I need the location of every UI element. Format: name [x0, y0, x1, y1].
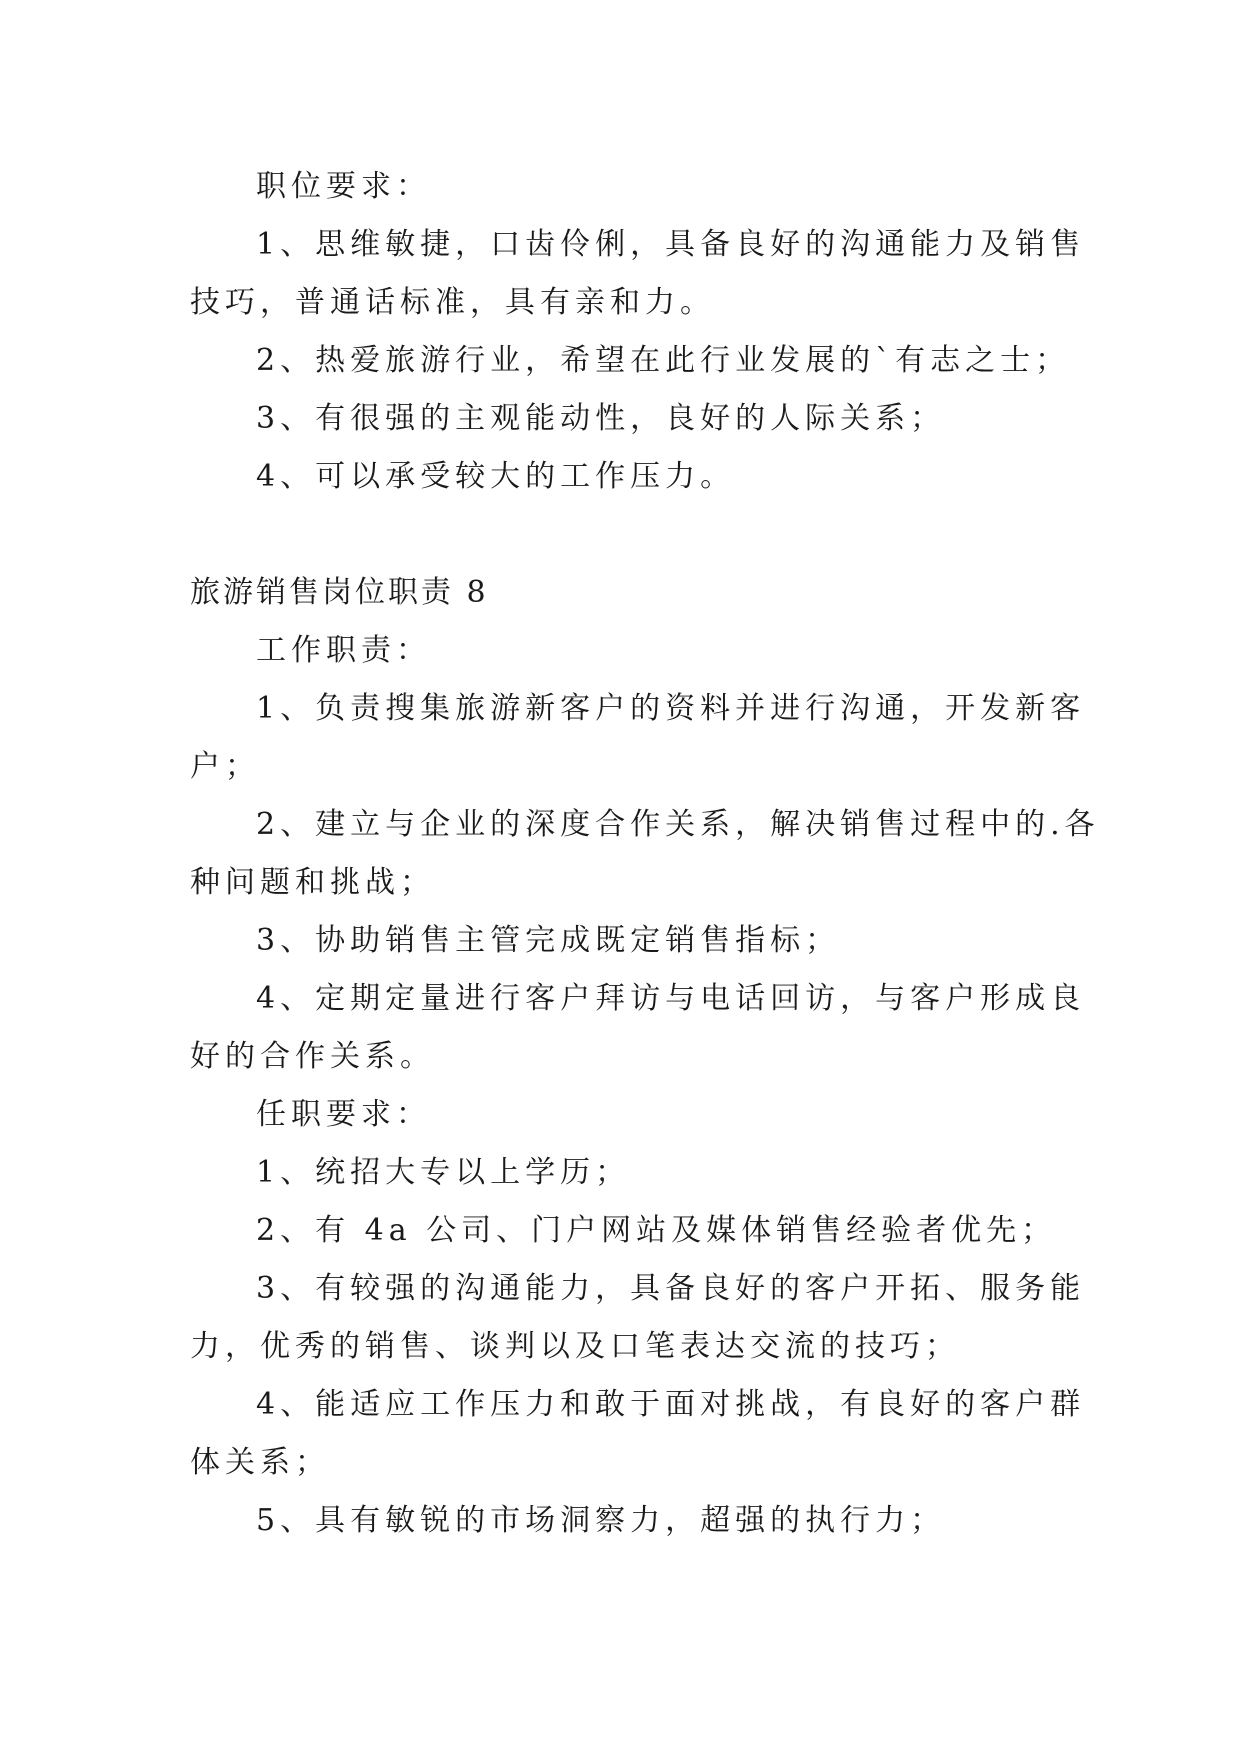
qualification-item-4-line-2: 体关系；	[190, 1445, 330, 1480]
requirement-item-3: 3、有很强的主观能动性，良好的人际关系；	[256, 401, 946, 436]
requirement-item-1-line-1: 1、思维敏捷，口齿伶俐，具备良好的沟通能力及销售	[256, 227, 1086, 262]
section-title: 旅游销售岗位职责 8	[190, 575, 489, 610]
duty-item-1-line-1: 1、负责搜集旅游新客户的资料并进行沟通，开发新客	[256, 691, 1086, 726]
qualification-item-2: 2、有 4a 公司、门户网站及媒体销售经验者优先；	[256, 1213, 1057, 1248]
section-spacer	[190, 506, 1050, 564]
duties-heading: 工作职责：	[256, 633, 431, 668]
duty-item-2-line-2: 种问题和挑战；	[190, 865, 435, 900]
duty-item-2-line-1: 2、建立与企业的深度合作关系，解决销售过程中的.各	[256, 807, 1100, 842]
requirement-item-2: 2、热爱旅游行业，希望在此行业发展的`有志之士；	[256, 343, 1071, 378]
qualification-item-5: 5、具有敏锐的市场洞察力，超强的执行力；	[256, 1503, 946, 1538]
duty-item-4-line-1: 4、定期定量进行客户拜访与电话回访，与客户形成良	[256, 981, 1086, 1016]
qualification-item-3-line-2: 力，优秀的销售、谈判以及口笔表达交流的技巧；	[190, 1329, 960, 1364]
duty-item-3: 3、协助销售主管完成既定销售指标；	[256, 923, 841, 958]
job-requirements-heading: 职位要求：	[256, 169, 431, 204]
qualifications-heading: 任职要求：	[256, 1097, 431, 1132]
qualification-item-4-line-1: 4、能适应工作压力和敢于面对挑战，有良好的客户群	[256, 1387, 1086, 1422]
qualification-item-3-line-1: 3、有较强的沟通能力，具备良好的客户开拓、服务能	[256, 1271, 1086, 1306]
requirement-item-4: 4、可以承受较大的工作压力。	[256, 459, 736, 494]
document-page	[190, 158, 1100, 1550]
qualification-item-1: 1、统招大专以上学历；	[256, 1155, 631, 1190]
duty-item-4-line-2: 好的合作关系。	[190, 1039, 435, 1074]
duty-item-1-line-2: 户；	[190, 749, 260, 784]
requirement-item-1-line-2: 技巧，普通话标准，具有亲和力。	[190, 285, 715, 320]
